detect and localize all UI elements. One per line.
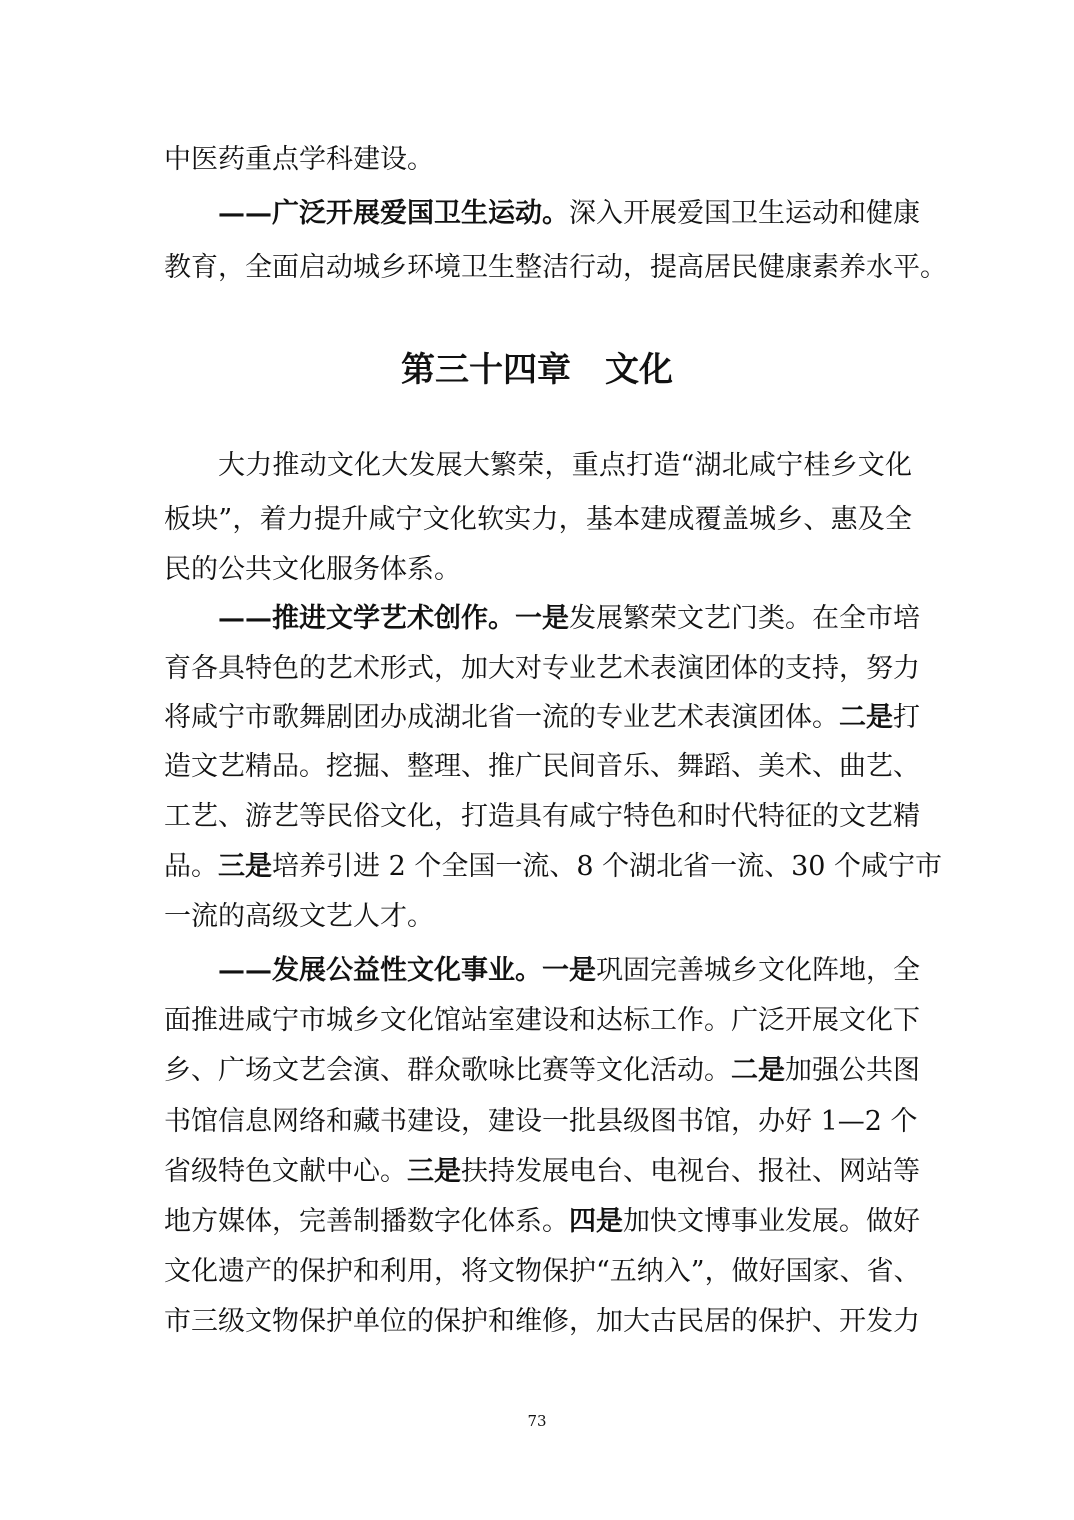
page-number: 73: [527, 1412, 547, 1430]
bold-text: 二是: [839, 702, 893, 733]
text-line: [164, 1005, 920, 1036]
text-line: [164, 1156, 920, 1187]
text-span: 造文艺精品。挖掘、整理、推广民间音乐、舞蹈、美术、曲艺、: [164, 751, 920, 782]
text-span: 巩固完善城乡文化阵地，全: [596, 955, 920, 986]
text-span: 市三级文物保护单位的保护和维修，加大古民居的保护、开发力: [164, 1306, 920, 1337]
text-span: 品。: [164, 851, 218, 882]
text-line: [164, 702, 920, 733]
text-span: 板块”，着力提升咸宁文化软实力，基本建成覆盖城乡、惠及全: [164, 504, 912, 535]
text-line: [164, 1055, 920, 1086]
text-line: [218, 955, 920, 986]
text-span: 教育，全面启动城乡环境卫生整洁行动，提高居民健康素养水平。: [164, 252, 947, 283]
bold-text: ——推进文学艺术创作。一是: [218, 603, 569, 634]
text-span: 面推进咸宁市城乡文化馆站室建设和达标工作。广泛开展文化下: [164, 1005, 920, 1036]
text-line: [164, 146, 912, 173]
chapter-title: 第三十四章 文化: [401, 350, 673, 390]
text-span: 书馆信息网络和藏书建设，建设一批县级图书馆，办好 1—2 个: [164, 1106, 918, 1137]
bold-text: ——发展公益性文化事业。一是: [218, 955, 596, 986]
text-line: [164, 751, 920, 782]
text-line: [164, 506, 912, 533]
bold-text: 三是: [218, 851, 272, 882]
text-line: [164, 1206, 920, 1237]
text-span: 将咸宁市歌舞剧团办成湖北省一流的专业艺术表演团体。: [164, 702, 839, 733]
text-line: [164, 1106, 918, 1137]
text-span: 工艺、游艺等民俗文化，打造具有咸宁特色和时代特征的文艺精: [164, 801, 920, 832]
text-line: [164, 1306, 920, 1337]
text-span: 发展繁荣文艺门类。在全市培: [569, 603, 920, 634]
text-line: [164, 1256, 921, 1287]
text-span: 大力推动文化大发展大繁荣，重点打造“湖北咸宁桂乡文化: [218, 450, 912, 481]
bold-text: ——广泛开展爱国卫生运动。: [218, 198, 569, 229]
text-line: [218, 198, 920, 229]
text-line: [164, 556, 912, 583]
text-line: [164, 801, 920, 832]
text-line: [164, 903, 912, 930]
text-span: 加强公共图: [785, 1055, 920, 1086]
text-span: 育各具特色的艺术形式，加大对专业艺术表演团体的支持，努力: [164, 653, 920, 684]
bold-text: 四是: [569, 1206, 623, 1237]
text-span: 加快文博事业发展。做好: [623, 1206, 920, 1237]
text-line: [164, 851, 943, 882]
text-span: 省级特色文献中心。: [164, 1156, 407, 1187]
text-line: [164, 252, 947, 283]
text-span: 深入开展爱国卫生运动和健康: [569, 198, 920, 229]
text-span: 乡、广场文艺会演、群众歌咏比赛等文化活动。: [164, 1055, 731, 1086]
text-line: [218, 603, 920, 634]
text-span: 扶持发展电台、电视台、报社、网站等: [461, 1156, 920, 1187]
bold-text: 二是: [731, 1055, 785, 1086]
text-span: 文化遗产的保护和利用，将文物保护“五纳入”，做好国家、省、: [164, 1256, 921, 1287]
text-span: 打: [893, 702, 920, 733]
text-span: 一流的高级文艺人才。: [164, 901, 434, 932]
text-span: 地方媒体，完善制播数字化体系。: [164, 1206, 569, 1237]
text-line: [218, 452, 912, 479]
bold-text: 三是: [407, 1156, 461, 1187]
text-span: 民的公共文化服务体系。: [164, 554, 461, 585]
text-span: 培养引进 2 个全国一流、8 个湖北省一流、30 个咸宁市: [272, 851, 943, 882]
text-span: 中医药重点学科建设。: [164, 144, 434, 175]
text-line: [164, 653, 920, 684]
